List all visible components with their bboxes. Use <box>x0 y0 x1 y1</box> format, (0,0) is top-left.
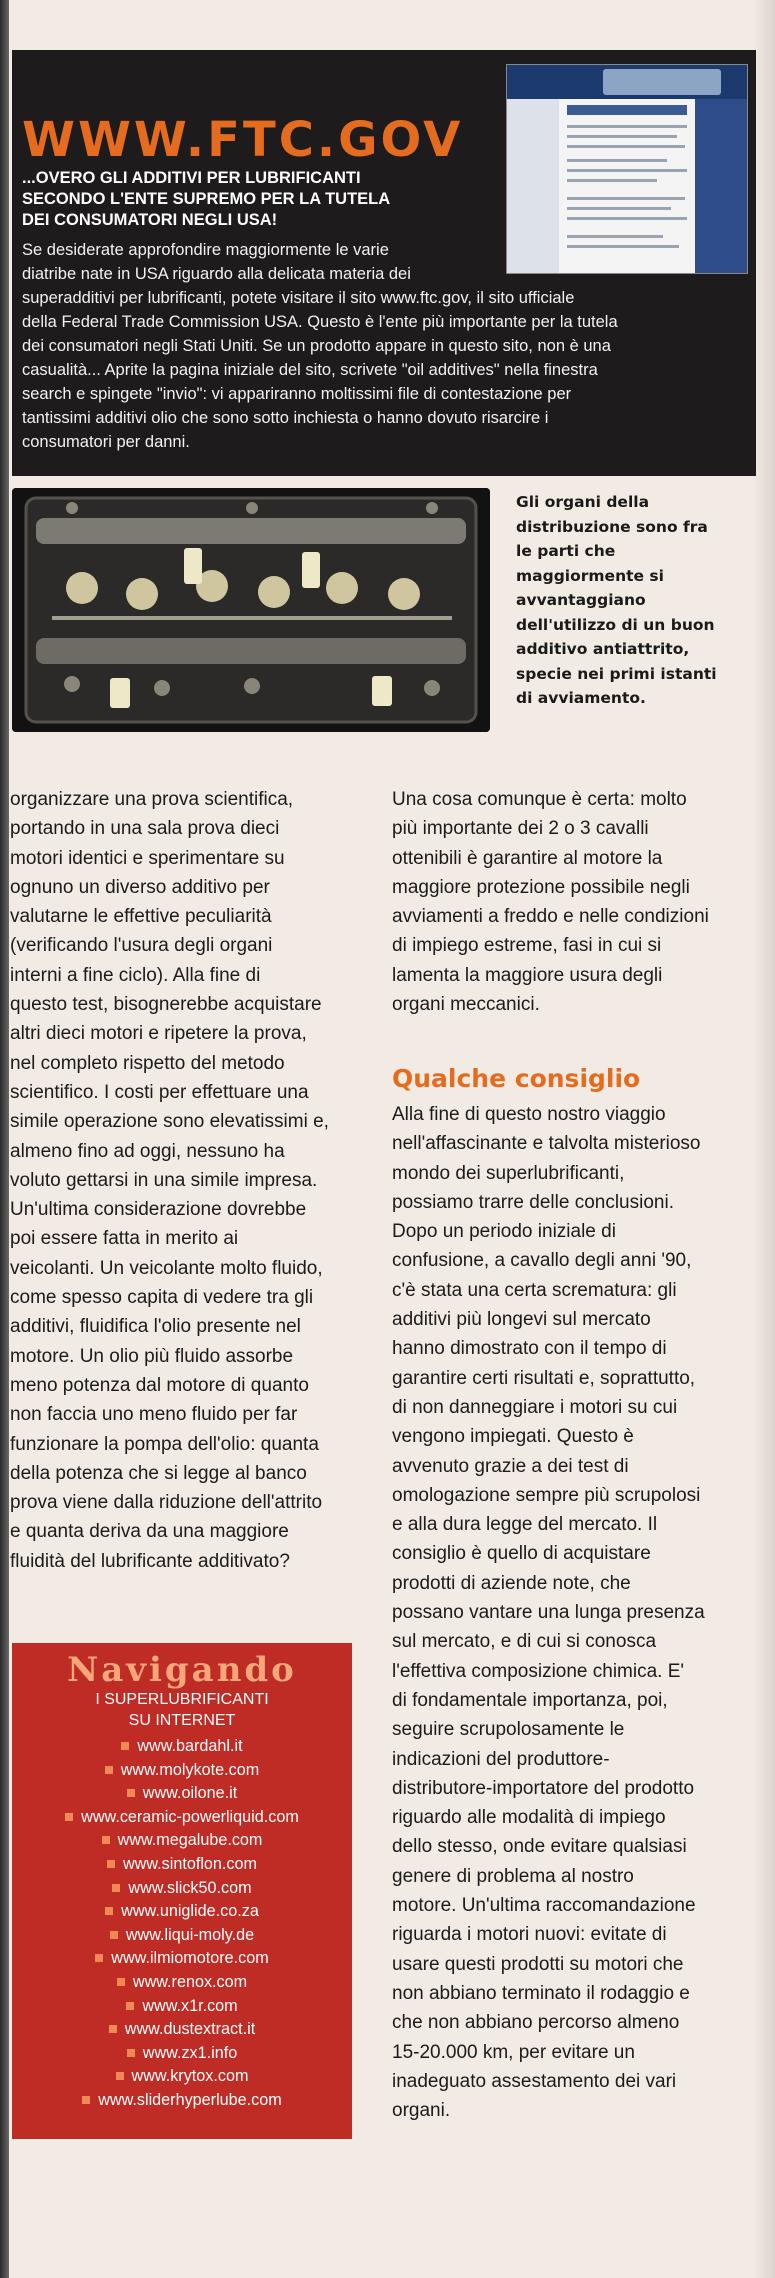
website-url: www.sintoflon.com <box>122 1854 258 1873</box>
article-line: Una cosa comunque è certa: molto <box>392 789 687 810</box>
article-line: prova viene dalla riduzione dell'attrito <box>10 1492 323 1514</box>
photo-caption-line: le parti che <box>516 542 616 560</box>
ftc-title: WWW.FTC.GOV <box>22 112 464 168</box>
screenshot-text-line <box>567 145 685 148</box>
article-line: motore. Un'ultima raccomandazione <box>392 1895 696 1917</box>
bullet-square-icon <box>126 2002 134 2010</box>
screenshot-text-line <box>567 197 685 200</box>
article-line: l'effettiva composizione chimica. E' <box>392 1660 685 1682</box>
bullet-square-icon <box>95 1954 103 1962</box>
screenshot-right-nav <box>695 99 747 273</box>
article-line: additivi più longevi sul mercato <box>392 1309 651 1331</box>
article-line: valutarne le effettive peculiarità <box>10 906 272 928</box>
article-line: c'è stata una certa scrematura: gli <box>392 1279 677 1301</box>
website-url: www.bardahl.it <box>137 1737 243 1755</box>
article-line: indicazioni del produttore- <box>392 1748 610 1770</box>
article-line: altri dieci motori e ripetere la prova, <box>10 1023 307 1045</box>
article-line: additivi, fluidifica l'olio presente nel <box>10 1316 301 1338</box>
bullet-square-icon <box>102 1836 110 1844</box>
ftc-subtitle-line: DEI CONSUMATORI NEGLI USA! <box>22 211 278 229</box>
bullet-square-icon <box>110 1931 118 1939</box>
ftc-subtitle <box>22 168 502 231</box>
website-url: www.liqui-moly.de <box>125 1925 255 1944</box>
article-line: Dopo un periodo iniziale di <box>392 1221 616 1243</box>
website-url: www.krytox.com <box>131 2067 249 2086</box>
article-line: inadeguato assestamento dei vari <box>392 2070 677 2092</box>
navigando-subtitle-line: I SUPERLUBRIFICANTI <box>95 1691 269 1708</box>
article-right-column-body <box>392 1100 764 2125</box>
website-item <box>12 1995 352 2019</box>
article-line: simile operazione sono elevatissimi e, <box>10 1111 329 1133</box>
article-line: non faccia uno meno fluido per far <box>10 1404 298 1426</box>
ftc-body-line: diatribe nate in USA riguardo alla delicata materia dei <box>22 265 411 283</box>
bullet-square-icon <box>121 1742 129 1750</box>
page-binding-edge <box>0 0 9 2278</box>
article-line: genere di problema al nostro <box>392 1865 634 1887</box>
website-url: www.zx1.info <box>142 2043 238 2062</box>
article-line: veicolanti. Un veicolante molto fluido, <box>10 1257 323 1279</box>
article-line: organi meccanici. <box>392 994 540 1016</box>
bullet-square-icon <box>65 1813 73 1821</box>
website-url: www.renox.com <box>132 1972 248 1991</box>
engine-photo-drawing <box>12 488 490 732</box>
screenshot-left-nav <box>507 99 559 273</box>
ftc-body-line: tantissimi additivi olio che sono sotto inchiesta o hanno dovuto risarcire i <box>22 409 549 427</box>
article-line: e quanta deriva da una maggiore <box>10 1521 289 1543</box>
website-item <box>12 1853 352 1877</box>
photo-caption-line: avvantaggiano <box>516 591 646 609</box>
article-line: 15-20.000 km, per evitare un <box>392 2041 635 2063</box>
photo-caption <box>516 490 746 711</box>
article-line: più importante dei 2 o 3 cavalli <box>392 818 649 840</box>
ftc-sidebar-box <box>12 50 756 476</box>
screenshot-text-line <box>567 169 687 172</box>
article-line: possiamo trarre delle conclusioni. <box>392 1191 674 1213</box>
photo-caption-line: additivo antiattrito, <box>516 640 690 658</box>
bullet-square-icon <box>105 1907 113 1915</box>
article-line: scientifico. I costi per effettuare una <box>10 1081 309 1103</box>
article-line: dello stesso, onde evitare qualsiasi <box>392 1836 687 1858</box>
article-line: garantire certi risultati e, soprattutto, <box>392 1367 696 1389</box>
screenshot-text-line <box>567 235 663 238</box>
article-left-column <box>10 785 395 1576</box>
website-url: www.dustextract.it <box>124 2020 256 2039</box>
article-line: confusione, a cavallo degli anni '90, <box>392 1250 692 1272</box>
article-line: avvenuto grazie a dei test di <box>392 1455 629 1477</box>
website-url: www.oilone.it <box>142 1784 238 1803</box>
bullet-square-icon <box>105 1766 113 1774</box>
article-line: di impiego estreme, fasi in cui si <box>392 935 662 957</box>
article-line: maggiore protezione possibile negli <box>392 876 690 898</box>
ftc-subtitle-line: ...OVERO GLI ADDITIVI PER LUBRIFICANTI <box>22 169 361 187</box>
photo-caption-line: specie nei primi istanti <box>516 664 717 683</box>
photo-caption-line: dell'utilizzo di un buon <box>516 615 715 634</box>
screenshot-text-line <box>567 179 657 182</box>
screenshot-text-line <box>567 207 671 210</box>
article-line: di non danneggiare i motori su cui <box>392 1396 678 1418</box>
website-item <box>12 1877 352 1901</box>
website-item <box>12 1924 352 1948</box>
article-line: questo test, bisognerebbe acquistare <box>10 994 322 1016</box>
website-list <box>12 1735 352 2113</box>
website-url: www.uniglide.co.za <box>121 1902 259 1921</box>
website-item <box>12 1806 352 1830</box>
article-line: vengono impiegati. Questo è <box>392 1426 634 1448</box>
screenshot-banner-image <box>603 69 721 95</box>
photo-caption-line: maggiormente si <box>516 566 664 585</box>
article-line: nel completo rispetto del metodo <box>10 1052 285 1074</box>
screenshot-text-line <box>567 245 679 248</box>
website-url: www.megalube.com <box>117 1831 263 1850</box>
website-item <box>12 1971 352 1995</box>
bullet-square-icon <box>127 2049 135 2057</box>
ftc-subtitle-line: SECONDO L'ENTE SUPREMO PER LA TUTELA <box>22 190 391 208</box>
website-item <box>12 1947 352 1971</box>
article-line: fluidità del lubrificante additivato? <box>10 1550 290 1572</box>
screenshot-heading <box>567 105 687 115</box>
article-line: possano vantare una lunga presenza <box>392 1602 705 1624</box>
website-item <box>12 2089 352 2113</box>
photo-caption-line: Gli organi della <box>516 493 650 511</box>
article-line: di fondamentale importanza, poi, <box>392 1689 668 1711</box>
bullet-square-icon <box>107 1860 115 1868</box>
article-line: usare questi prodotti su motori che <box>392 1953 684 1975</box>
article-line: interni a fine ciclo). Alla fine di <box>10 964 261 986</box>
article-line: mondo dei superlubrificanti, <box>392 1162 625 1184</box>
ftc-body-line: superadditivi per lubrificanti, potete visitare il sito www.ftc.gov, il sito ufficiale <box>22 289 575 307</box>
website-item <box>12 1900 352 1924</box>
ftc-body-line: della Federal Trade Commission USA. Questo è l'ente più importante per la tutela <box>22 313 618 331</box>
screenshot-text-line <box>567 125 687 128</box>
article-line: che non abbiano percorso almeno <box>392 2012 680 2034</box>
article-line: Un'ultima considerazione dovrebbe <box>10 1199 307 1221</box>
website-item <box>12 1829 352 1853</box>
article-line: riguarda i motori nuovi: evitate di <box>392 1924 667 1946</box>
article-line: almeno fino ad oggi, nessuno ha <box>10 1140 285 1162</box>
article-line: avviamenti a freddo e nelle condizioni <box>392 906 709 928</box>
article-line: poi essere fatta in merito ai <box>10 1228 239 1250</box>
article-line: (verificando l'usura degli organi <box>10 935 273 957</box>
article-line: riguardo alle modalità di impiego <box>392 1807 666 1829</box>
article-line: voluto gettarsi in una simile impresa. <box>10 1169 318 1191</box>
article-line: portando in una sala prova dieci <box>10 818 280 840</box>
article-line: prodotti di aziende note, che <box>392 1572 631 1594</box>
navigando-links-box <box>12 1643 352 2139</box>
ftc-body-line: casualità... Aprite la pagina iniziale del sito, scrivete "oil additives" nella finestra <box>22 361 598 379</box>
ftc-body-line: Se desiderate approfondire maggiormente le varie <box>22 241 389 259</box>
section-heading: Qualche consiglio <box>392 1064 641 1093</box>
article-line: consiglio è quello di acquistare <box>392 1543 651 1565</box>
article-line: organi. <box>392 2100 451 2122</box>
article-line: e alla dura legge del mercato. Il <box>392 1514 658 1536</box>
article-line: hanno dimostrato con il tempo di <box>392 1338 667 1360</box>
article-line: motori identici e sperimentare su <box>10 847 285 869</box>
bullet-square-icon <box>112 1884 120 1892</box>
bullet-square-icon <box>82 2096 90 2104</box>
bullet-square-icon <box>109 2025 117 2033</box>
website-item <box>12 1735 352 1759</box>
article-line: ottenibili è garantire al motore la <box>392 847 663 869</box>
photo-caption-line: di avviamento. <box>516 689 646 707</box>
article-line: funzionare la pompa dell'olio: quanta <box>10 1433 319 1455</box>
website-url: www.sliderhyperlube.com <box>98 2090 282 2109</box>
website-item <box>12 2018 352 2042</box>
website-url: www.slick50.com <box>128 1878 252 1897</box>
article-line: sul mercato, e di cui si conosca <box>392 1631 657 1653</box>
article-line: Alla fine di questo nostro viaggio <box>392 1104 666 1125</box>
ftc-body-line: dei consumatori negli Stati Uniti. Se un prodotto appare in questo sito, non è una <box>22 337 611 355</box>
article-right-column-intro <box>392 785 764 1019</box>
ftc-website-screenshot <box>506 64 748 274</box>
ftc-body-line: consumatori per danni. <box>22 433 190 451</box>
website-item <box>12 2042 352 2066</box>
website-url: www.ceramic-powerliquid.com <box>81 1807 299 1826</box>
article-line: come spesso capita di vedere tra gli <box>10 1287 314 1309</box>
photo-caption-line: distribuzione sono fra <box>516 517 708 536</box>
ftc-body-line: search e spingete "invio": vi appariranno moltissimi file di contestazione per <box>22 385 572 403</box>
article-line: omologazione sempre più scrupolosi <box>392 1484 701 1506</box>
article-line: meno potenza dal motore di quanto <box>10 1374 309 1396</box>
screenshot-text-line <box>567 159 667 162</box>
navigando-subtitle-line: SU INTERNET <box>128 1712 236 1729</box>
website-item <box>12 1782 352 1806</box>
bullet-square-icon <box>127 1789 135 1797</box>
article-line: motore. Un olio più fluido assorbe <box>10 1345 294 1367</box>
website-url: www.molykote.com <box>120 1760 260 1779</box>
article-line: lamenta la maggiore usura degli <box>392 964 663 986</box>
article-line: nell'affascinante e talvolta misterioso <box>392 1133 701 1155</box>
article-line: ognuno un diverso additivo per <box>10 876 270 898</box>
article-line: non abbiano terminato il rodaggio e <box>392 1982 690 2004</box>
website-url: www.x1r.com <box>142 1996 238 2015</box>
website-item <box>12 1759 352 1783</box>
engine-camshaft-photo <box>12 488 490 732</box>
article-line: distributore-importatore del prodotto <box>392 1777 695 1799</box>
article-line: della potenza che si legge al banco <box>10 1462 307 1484</box>
navigando-title: Navigando <box>67 1650 297 1690</box>
website-item <box>12 2065 352 2089</box>
screenshot-text-line <box>567 135 677 138</box>
bullet-square-icon <box>116 2072 124 2080</box>
article-line: seguire scrupolosamente le <box>392 1719 625 1741</box>
screenshot-text-line <box>567 217 687 220</box>
bullet-square-icon <box>117 1978 125 1986</box>
article-line: organizzare una prova scientifica, <box>10 789 294 810</box>
website-url: www.ilmiomotore.com <box>111 1949 269 1968</box>
